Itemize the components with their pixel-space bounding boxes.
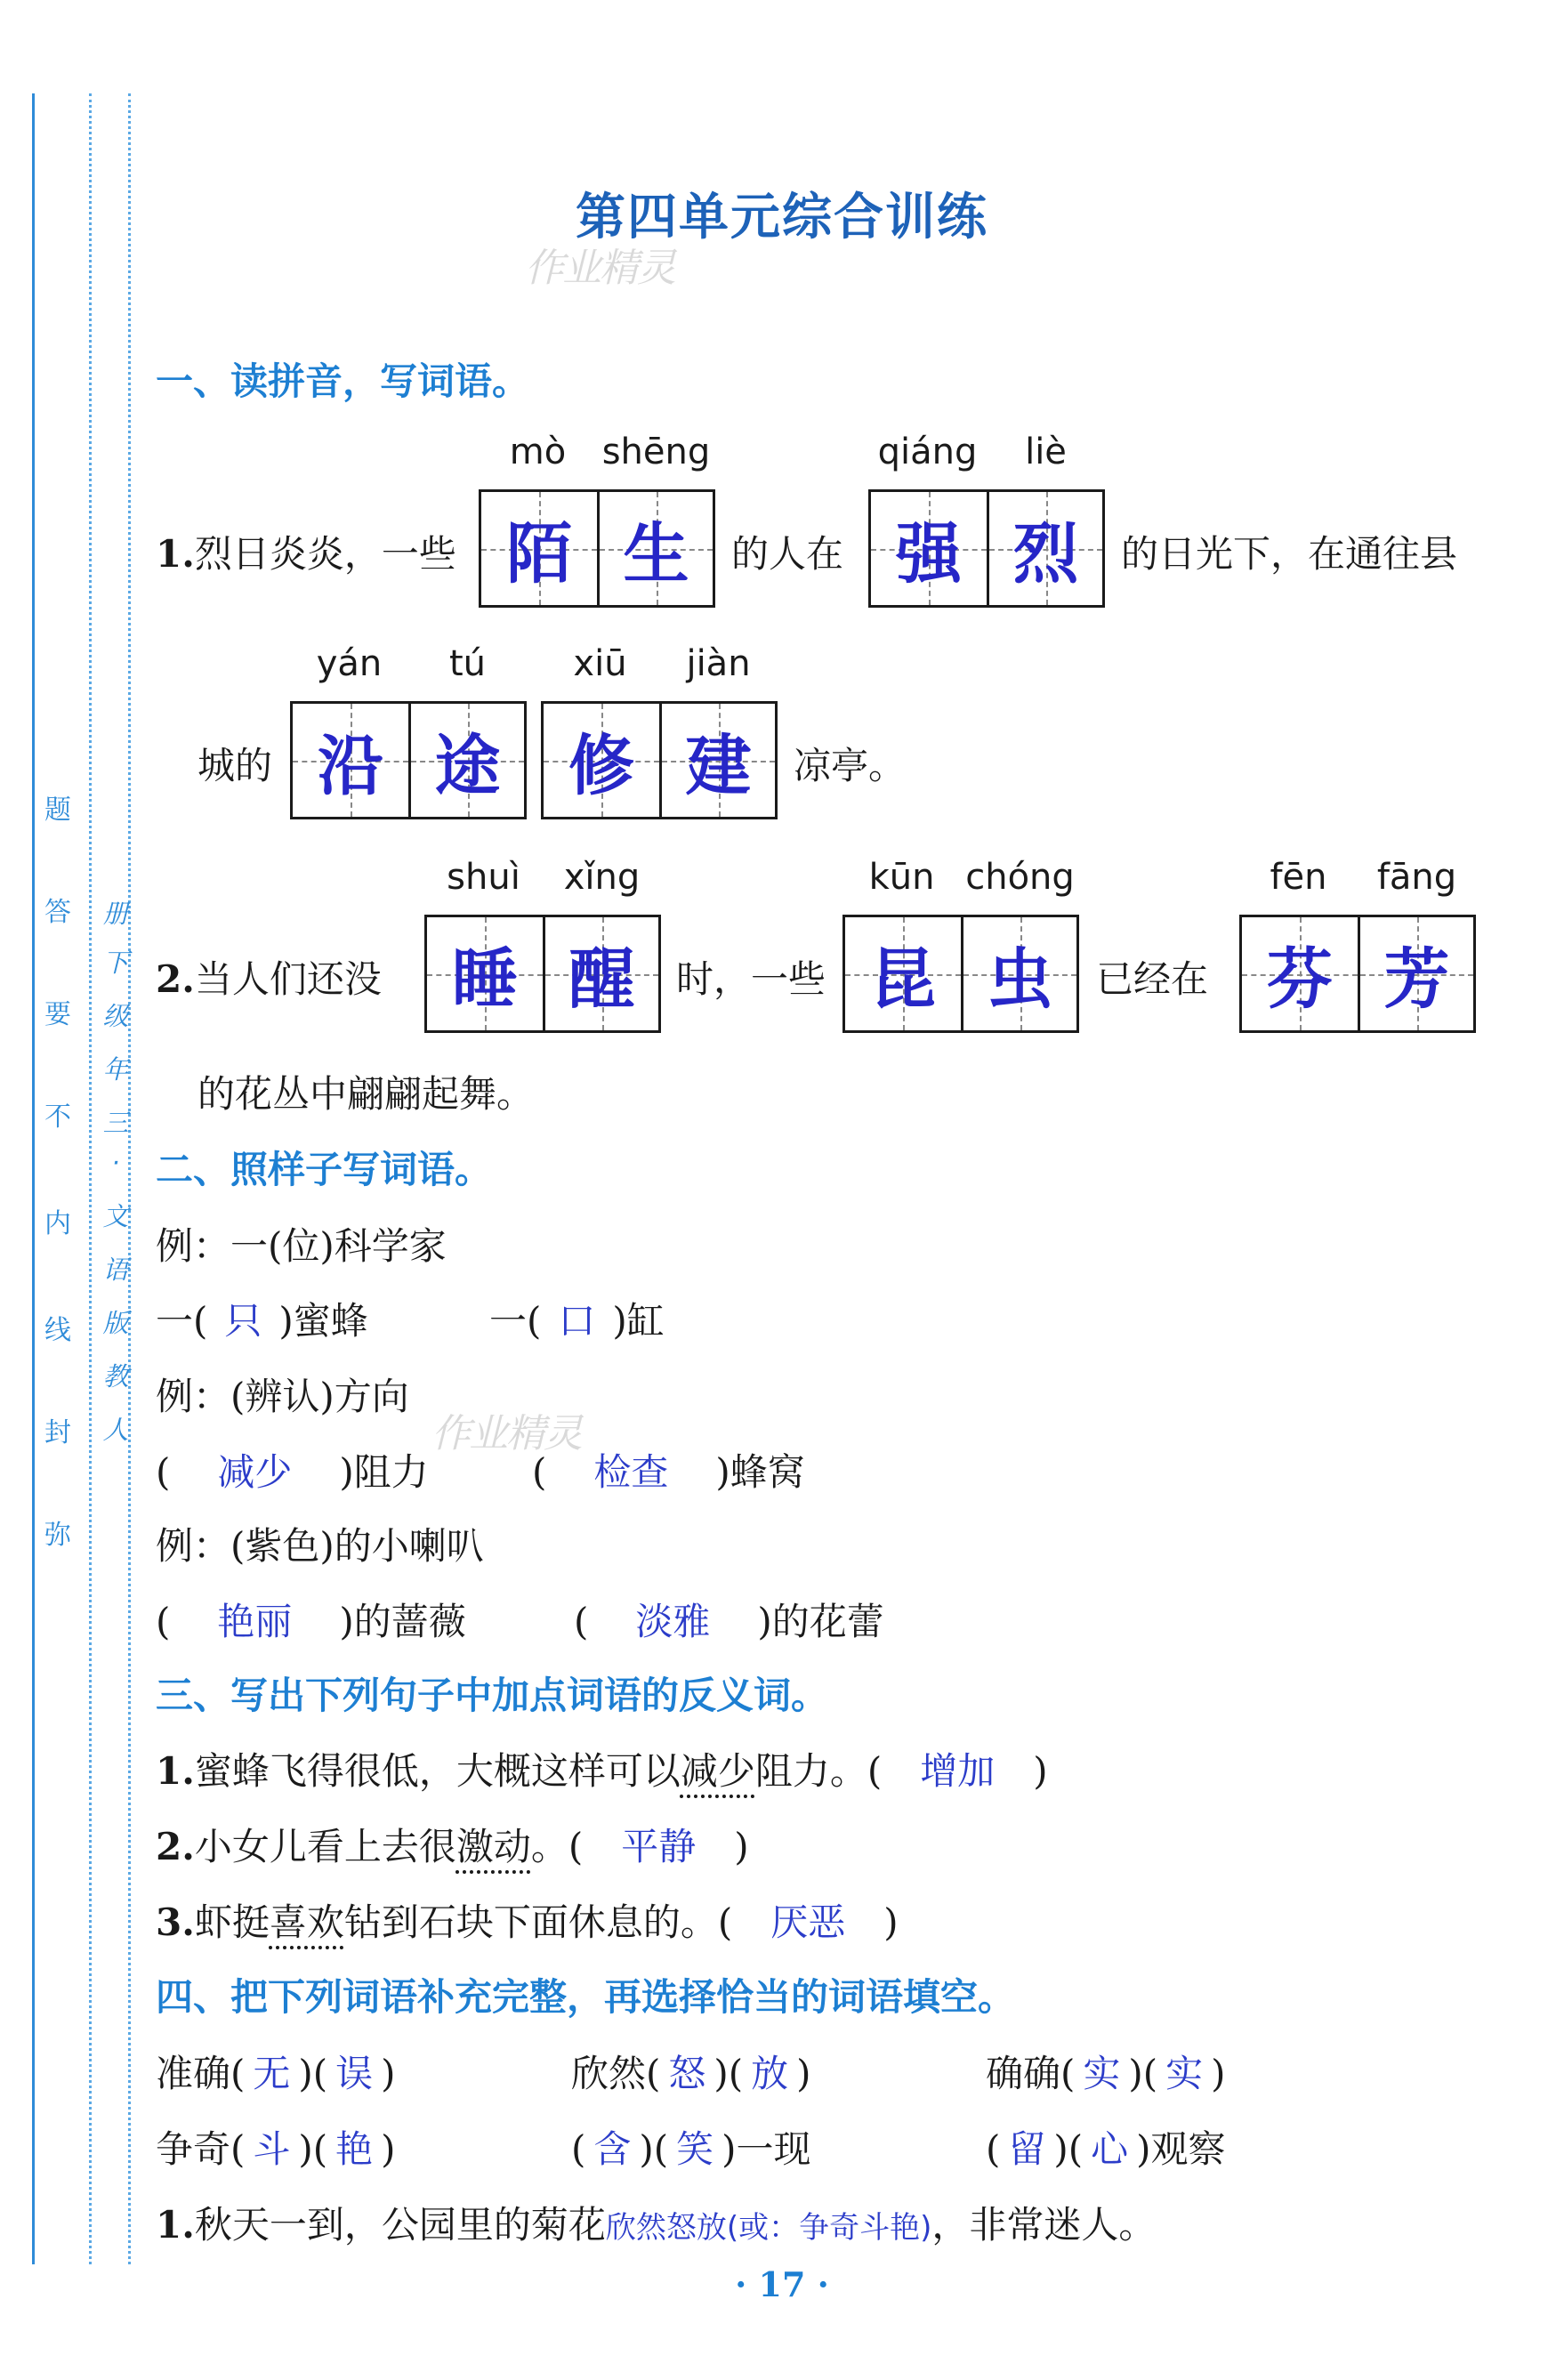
answer-text: 减少	[217, 1450, 293, 1494]
text: 钻到石块下面休息的。(	[343, 1900, 733, 1944]
text: 确确(	[986, 2052, 1076, 2095]
margin-dotted-line	[89, 93, 92, 2264]
text: )(	[639, 2127, 669, 2171]
margin-char-inner: 教	[102, 1361, 129, 1392]
answer-char: 睡	[452, 940, 518, 1018]
answer-text: 斗	[253, 2127, 291, 2171]
idiom-6	[986, 2120, 1226, 2174]
answer-line-b2	[532, 1443, 805, 1497]
page-title: 第四单元综合训练	[576, 188, 988, 246]
text: 蜜蜂飞得很低，大概这样可以	[194, 1749, 681, 1793]
section-heading-4: 四、把下列词语补充完整，再选择恰当的词语填空。	[156, 1975, 1016, 2019]
answer-text: 艳	[335, 2127, 374, 2171]
page-number: · 17 ·	[735, 2264, 829, 2304]
answer-line-a2	[489, 1292, 665, 1345]
text: )的花蕾	[757, 1600, 884, 1643]
text: 秋天一到，公园里的菊花	[194, 2203, 606, 2247]
dotted-word: 减少	[680, 1749, 755, 1793]
antonym-item-2	[156, 1818, 749, 1871]
text: 小女儿看上去很	[194, 1825, 456, 1868]
text: )阻力	[339, 1450, 429, 1494]
text: (	[156, 1600, 171, 1643]
margin-char-inner: ·	[111, 1148, 120, 1178]
margin-char-inner: 年	[102, 1054, 129, 1085]
question-number: 1.	[156, 2203, 195, 2247]
margin-char-inner: 下	[102, 948, 129, 978]
text: )(	[713, 2052, 744, 2095]
example-2: 例：(辨认)方向	[156, 1375, 409, 1418]
margin-char: 答	[44, 897, 71, 928]
margin-char-inner: 语	[102, 1255, 129, 1285]
text: )的蔷薇	[339, 1600, 466, 1643]
idiom-1	[156, 2045, 396, 2098]
tianzige-box	[541, 701, 778, 819]
question-text: 烈日炎炎，一些	[194, 532, 456, 576]
answer-text: 检查	[593, 1450, 669, 1494]
section-heading-2: 二、照样子写词语。	[156, 1148, 493, 1191]
question-text: 当人们还没	[194, 957, 382, 1001]
text: )	[381, 2127, 396, 2171]
idiom-3	[986, 2045, 1226, 2098]
text: (	[156, 1450, 171, 1494]
question-number: 1.	[156, 532, 195, 576]
margin-char-inner: 版	[102, 1308, 129, 1338]
answer-char: 陌	[506, 515, 572, 593]
text: (	[571, 2127, 586, 2171]
pinyin: fēn	[1270, 857, 1327, 898]
question-number: 2.	[156, 1825, 195, 1868]
answer-text: 心	[1091, 2127, 1129, 2171]
question-2-lead	[156, 950, 382, 1004]
answer-line-b	[156, 1443, 429, 1497]
section-heading-3: 三、写出下列句子中加点词语的反义词。	[156, 1674, 829, 1717]
margin-dotted-line-2	[128, 93, 131, 2264]
text: 一(	[489, 1299, 542, 1343]
watermark: 作业精灵	[431, 1411, 581, 1456]
dotted-word: 喜欢	[269, 1900, 344, 1944]
answer-line-c2	[574, 1593, 884, 1646]
dotted-word: 激动	[455, 1825, 531, 1868]
answer-text: 留	[1008, 2127, 1046, 2171]
text: )蜜蜂	[278, 1299, 368, 1343]
answer-text: 实	[1083, 2052, 1121, 2095]
answer-text: 平静	[621, 1825, 697, 1868]
answer-char: 途	[434, 727, 501, 804]
answer-line-a	[156, 1292, 368, 1345]
example-1: 例：一(位)科学家	[156, 1224, 447, 1268]
text: )	[1033, 1749, 1048, 1793]
antonym-item-1	[156, 1742, 1048, 1795]
text: )	[883, 1900, 899, 1944]
pinyin: kūn	[868, 857, 935, 898]
text: )缸	[612, 1299, 665, 1343]
fill-question-1	[156, 2196, 1156, 2249]
question-text: 时，一些	[676, 957, 826, 1001]
answer-text: 放	[751, 2052, 789, 2095]
answer-line-c	[156, 1593, 466, 1646]
pinyin: yán	[316, 643, 383, 684]
answer-text: 误	[335, 2052, 374, 2095]
tianzige-box	[868, 489, 1105, 608]
answer-text: 无	[253, 2052, 291, 2095]
tianzige-box	[424, 915, 661, 1033]
question-number: 3.	[156, 1900, 195, 1944]
margin-char: 线	[44, 1315, 71, 1346]
text: )	[734, 1825, 749, 1868]
idiom-4	[156, 2120, 396, 2174]
answer-char: 沿	[318, 727, 383, 804]
question-number: 1.	[156, 1749, 195, 1793]
answer-char: 强	[896, 515, 962, 593]
pinyin: jiàn	[686, 643, 751, 684]
answer-text: 增加	[920, 1749, 996, 1793]
answer-char: 虫	[987, 940, 1053, 1018]
text: )(	[1053, 2127, 1084, 2171]
pinyin: liè	[1025, 432, 1067, 472]
answer-char: 醒	[568, 940, 635, 1018]
pinyin: mò	[509, 432, 567, 472]
text: )	[1211, 2052, 1226, 2095]
margin-line	[32, 93, 35, 2264]
text: 争奇(	[156, 2127, 246, 2171]
tianzige-box	[479, 489, 715, 608]
text: (	[574, 1600, 589, 1643]
question-text: 已经在	[1096, 957, 1209, 1001]
margin-char: 要	[44, 999, 71, 1030]
text: (	[532, 1450, 547, 1494]
question-text: 凉亭。	[794, 744, 907, 787]
answer-char: 修	[568, 727, 634, 804]
text: )(	[298, 2052, 328, 2095]
margin-char-inner: 人	[102, 1415, 129, 1445]
pinyin: xǐng	[563, 857, 641, 898]
text: 一(	[156, 1299, 208, 1343]
answer-text: 淡雅	[635, 1600, 711, 1643]
text: )观察	[1136, 2127, 1226, 2171]
text: ，非常迷人。	[931, 2203, 1157, 2247]
answer-char: 芬	[1267, 940, 1333, 1018]
question-text: 城的	[198, 744, 273, 787]
answer-text: 笑	[676, 2127, 714, 2171]
margin-char: 题	[44, 795, 71, 826]
watermark: 作业精灵	[525, 246, 674, 291]
margin-char: 封	[44, 1417, 71, 1448]
text: )蜂窝	[715, 1450, 805, 1494]
text: 欣然(	[571, 2052, 661, 2095]
margin-char-inner: 三	[102, 1108, 129, 1138]
pinyin: chóng	[965, 857, 1075, 898]
answer-text: 口	[558, 1299, 596, 1343]
text: 阻力。(	[754, 1749, 883, 1793]
tianzige-box	[290, 701, 527, 819]
answer-text: 怒	[668, 2052, 706, 2095]
text: 虾挺	[194, 1900, 270, 1944]
question-text: 的日光下，在通往县	[1121, 532, 1458, 576]
idiom-5	[571, 2120, 811, 2174]
pinyin: shuì	[447, 857, 520, 898]
tianzige-box	[842, 915, 1079, 1033]
margin-char: 内	[44, 1208, 71, 1239]
answer-text: 实	[1165, 2052, 1204, 2095]
question-number: 2.	[156, 957, 195, 1001]
margin-char-inner: 文	[102, 1201, 129, 1231]
text: )	[796, 2052, 811, 2095]
text: 准确(	[156, 2052, 246, 2095]
margin-char: 不	[44, 1101, 71, 1133]
antonym-item-3	[156, 1893, 899, 1947]
answer-text: 只	[224, 1299, 262, 1343]
tianzige-box	[1239, 915, 1476, 1033]
text: 。(	[530, 1825, 584, 1868]
margin-char-inner: 级	[102, 1001, 129, 1031]
margin-char-inner: 册	[102, 899, 129, 929]
pinyin: tú	[448, 643, 487, 684]
pinyin: qiáng	[877, 432, 978, 472]
section-heading-1: 一、读拼音，写词语。	[156, 359, 530, 403]
question-text: 的人在	[731, 532, 844, 576]
pinyin: fāng	[1376, 857, 1457, 898]
answer-char: 昆	[870, 940, 936, 1018]
answer-text: 厌恶	[770, 1900, 846, 1944]
answer-text: 艳丽	[217, 1600, 293, 1643]
answer-text: 欣然怒放(或：争奇斗艳)	[605, 2210, 932, 2246]
idiom-2	[571, 2045, 811, 2098]
text: )(	[1128, 2052, 1158, 2095]
text: )一现	[722, 2127, 811, 2171]
pinyin: xiū	[573, 643, 627, 684]
answer-char: 生	[623, 515, 689, 593]
text: )	[381, 2052, 396, 2095]
question-1-lead	[156, 525, 456, 578]
margin-char: 弥	[44, 1520, 71, 1551]
answer-char: 芳	[1383, 940, 1450, 1018]
pinyin: shēng	[601, 432, 711, 472]
example-3: 例：(紫色)的小喇叭	[156, 1524, 484, 1568]
question-text: 的花丛中翩翩起舞。	[198, 1072, 535, 1116]
text: )(	[298, 2127, 328, 2171]
text: (	[986, 2127, 1001, 2171]
answer-char: 建	[685, 727, 752, 804]
answer-char: 烈	[1012, 515, 1079, 593]
answer-text: 含	[593, 2127, 632, 2171]
